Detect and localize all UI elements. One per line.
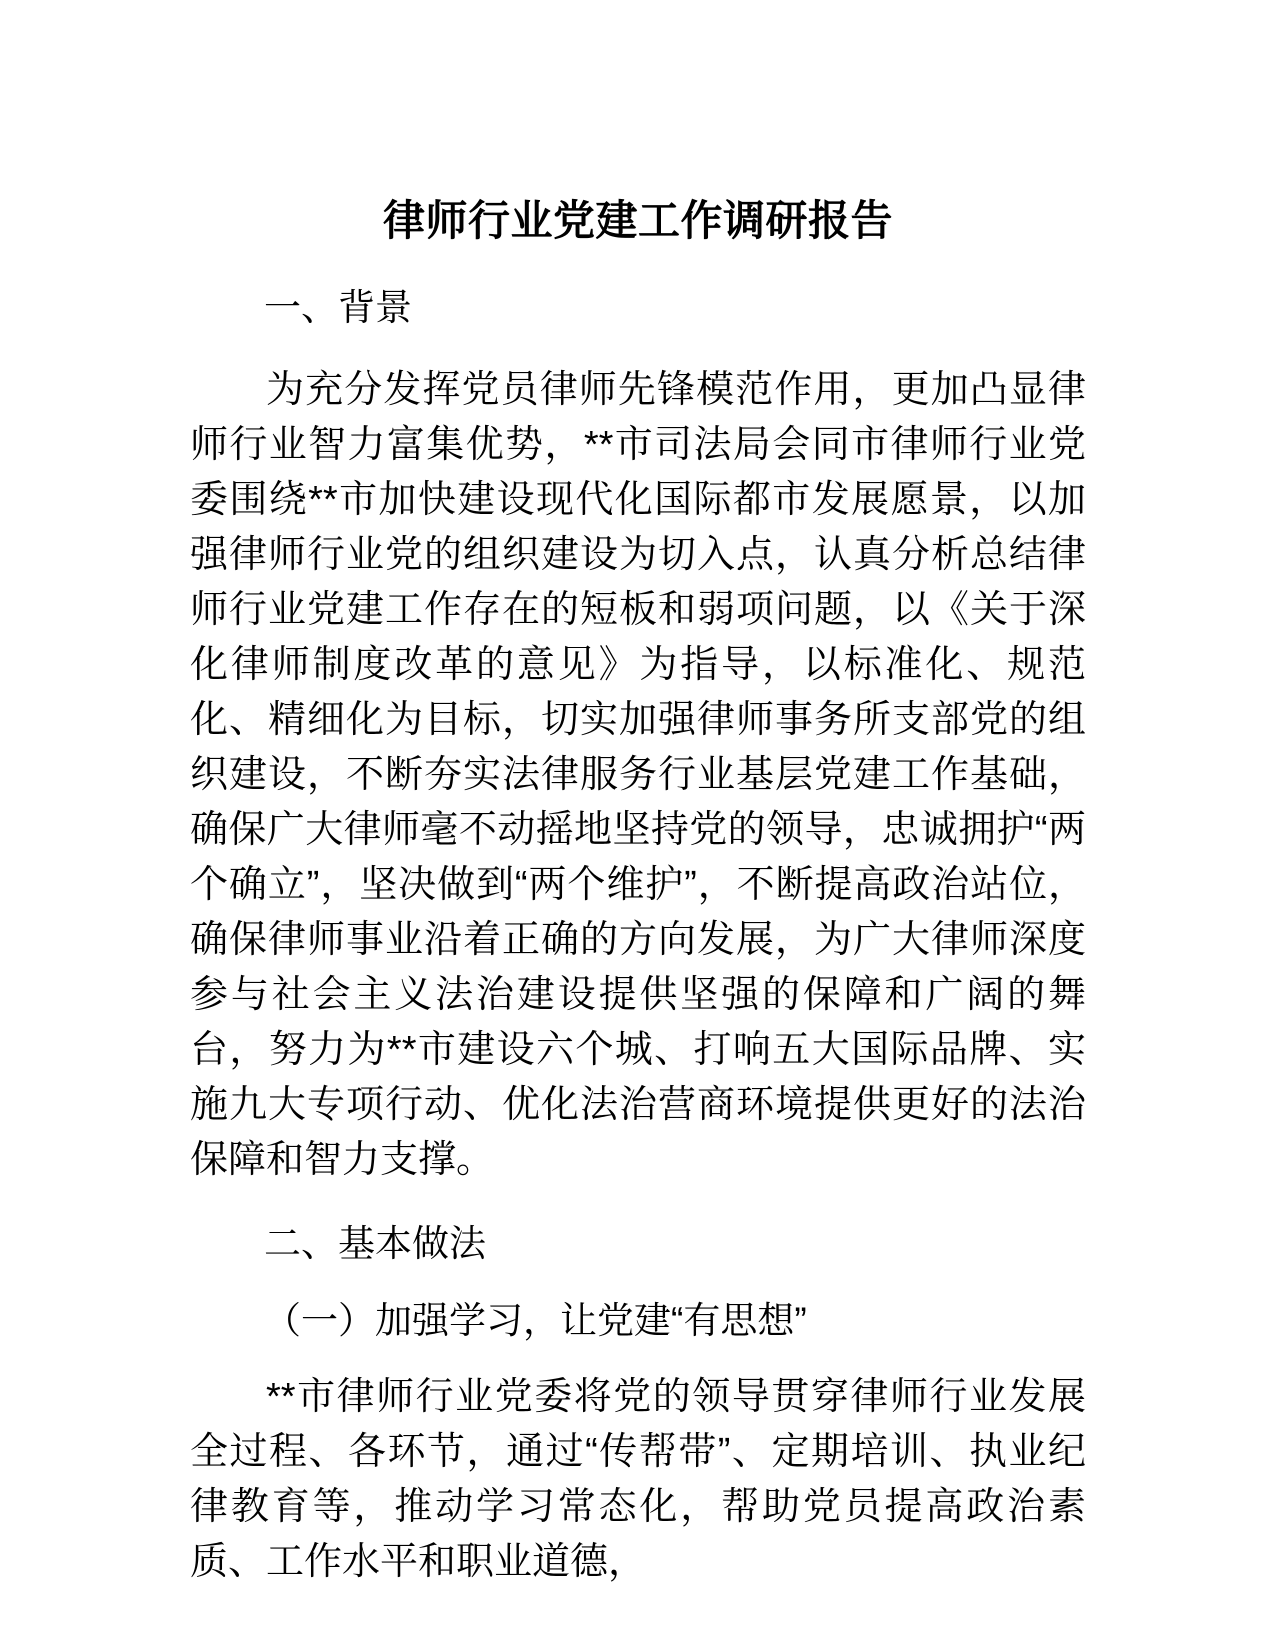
paragraph-spacer-1: [190, 1188, 1086, 1216]
heading-spacer-1: [190, 335, 1086, 363]
document-content: [190, 0, 1086, 1590]
paragraph-strengthen-study-body: **市律师行业党委将党的领导贯穿律师行业发展全过程、各环节，通过“传帮带”、定期培训、执业纪律教育等，推动学习常态化，帮助党员提高政治素质、工作水平和职业道德，: [190, 1375, 1086, 1583]
section-heading-background: 一、背景: [264, 286, 412, 328]
paragraph-background-body: 为充分发挥党员律师先锋模范作用，更加凸显律师行业智力富集优势，**市司法局会同市律师行业党委围绕**市加快建设现代化国际都市发展愿景，以加强律师行业党的组织建设为切入点，认真分析总结律师行业党建工作存在的短板和弱项问题，以《关于深化律师制度改革的意见》为指导，以标准化、规范化、精细化为目标，切实加强律师事务所支部党的组织建设，不断夯实法律服务行业基层党建工作基础，确保广大律师毫不动摇地坚持党的领导，忠诚拥护“两个确立”，坚决做到“两个维护”，不断提高政治站位，确保律师事业沿着正确的方向发展，为广大律师深度参与社会主义法治建设提供坚强的保障和广阔的舞台，努力为**市建设六个城、打响五大国际品牌、实施九大专项行动、优化法治营商环境提供更好的法治保障和智力支撑。: [190, 368, 1086, 1181]
title-spacer: [190, 246, 1086, 280]
section-heading-basic-practices: 二、基本做法: [264, 1222, 486, 1264]
page-title: 律师行业党建工作调研报告: [382, 197, 893, 244]
subsection-heading-strengthen-study: （一）加强学习，让党建“有思想”: [264, 1299, 807, 1341]
heading-spacer-3: [190, 1348, 1086, 1370]
heading-spacer-2: [190, 1271, 1086, 1293]
